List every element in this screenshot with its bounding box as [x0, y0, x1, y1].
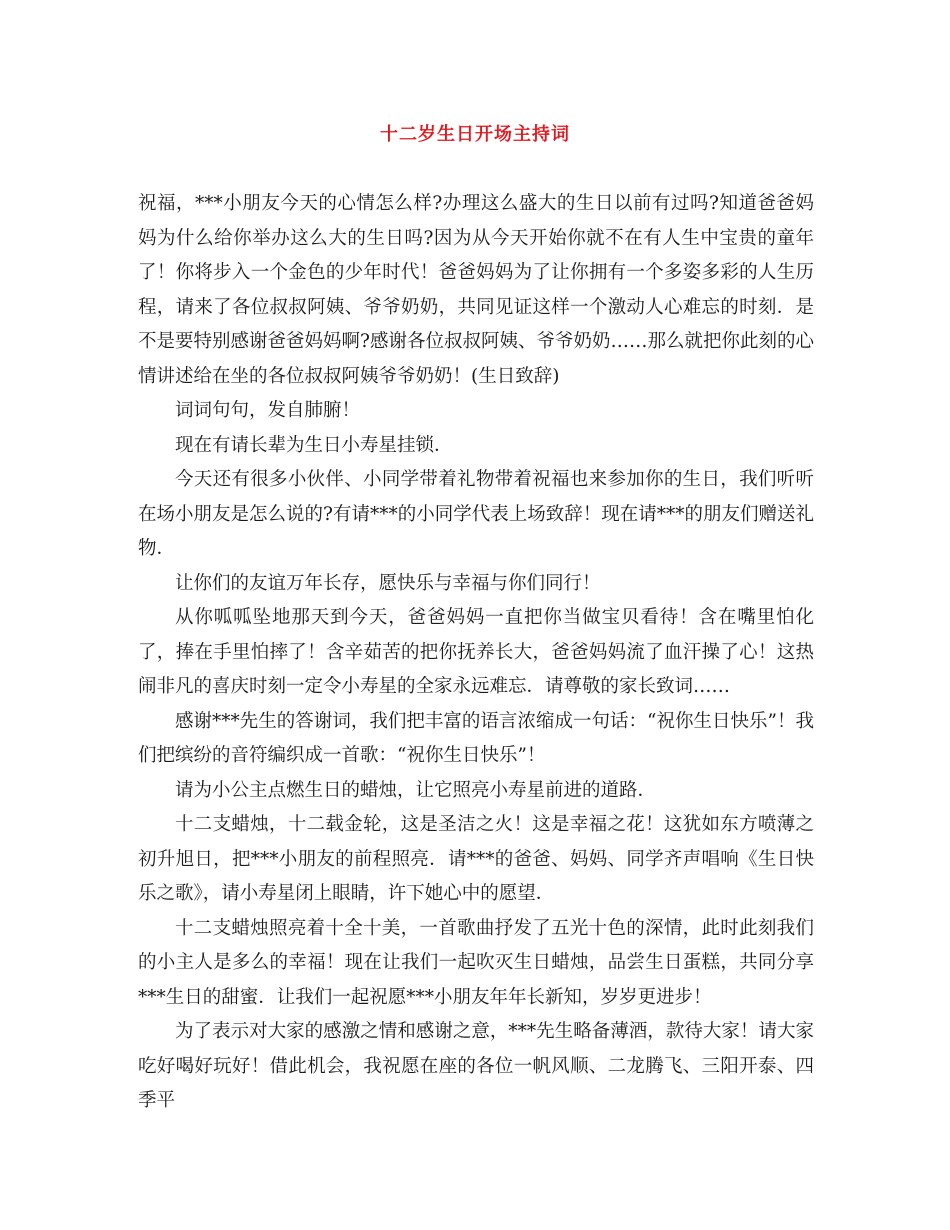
paragraph: 请为小公主点燃生日的蜡烛，让它照亮小寿星前进的道路．	[175, 779, 657, 801]
document-body	[138, 187, 814, 1119]
paragraph: 让你们的友谊万年长存，愿快乐与幸福与你们同行！	[175, 572, 601, 594]
paragraph: 词词句句，发自肺腑！	[175, 400, 361, 421]
paragraph: 十二支蜡烛，十二载金轮，这是圣洁之火！这是幸福之花！这犹如东方喷薄之初升旭日，把***小朋友的前程照亮．请***的爸爸、妈妈、同学齐声唱响《生日快乐之歌》，请小寿星闭上眼睛，许下她心中的愿望．	[138, 814, 814, 904]
document-title: 十二岁生日开场主持词	[380, 124, 570, 145]
paragraph: 祝福，***小朋友今天的心情怎么样?办理这么盛大的生日以前有过吗?知道爸爸妈妈为什么给你举办这么大的生日吗?因为从今天开始你就不在有人生中宝贵的童年了！你将步入一个金色的少年时代！爸爸妈妈为了让你拥有一个多姿多彩的人生历程，请来了各位叔叔阿姨、爷爷奶奶，共同见证这样一个激动人心难忘的时刻．是不是要特别感谢爸爸妈妈啊?感谢各位叔叔阿姨、爷爷奶奶……那么就把你此刻的心情讲述给在坐的各位叔叔阿姨爷爷奶奶！(生日致辞)	[138, 193, 814, 387]
paragraph: 感谢***先生的答谢词，我们把丰富的语言浓缩成一句话：“祝你生日快乐”！我们把缤纷的音符编织成一首歌：“祝你生日快乐”！	[138, 710, 814, 766]
paragraph: 今天还有很多小伙伴、小同学带着礼物带着祝福也来参加你的生日，我们听听在场小朋友是怎么说的?有请***的小同学代表上场致辞！现在请***的朋友们赠送礼物．	[138, 469, 814, 559]
paragraph: 为了表示对大家的感激之情和感谢之意，***先生略备薄酒，款待大家！请大家吃好喝好玩好！借此机会，我祝愿在座的各位一帆风顺、二龙腾飞、三阳开泰、四季平	[138, 1021, 814, 1111]
paragraph: 现在有请长辈为生日小寿星挂锁．	[175, 434, 453, 456]
paragraph: 从你呱呱坠地那天到今天，爸爸妈妈一直把你当做宝贝看待！含在嘴里怕化了，捧在手里怕摔了！含辛茹苦的把你抚养长大，爸爸妈妈流了血汗操了心！这热闹非凡的喜庆时刻一定令小寿星的全家永远难忘．请尊敬的家长致词……	[138, 607, 814, 697]
paragraph: 十二支蜡烛照亮着十全十美，一首歌曲抒发了五光十色的深情，此时此刻我们的小主人是多么的幸福！现在让我们一起吹灭生日蜡烛，品尝生日蛋糕，共同分享***生日的甜蜜．让我们一起祝愿***小朋友年年长新知，岁岁更进步！	[138, 917, 814, 1008]
